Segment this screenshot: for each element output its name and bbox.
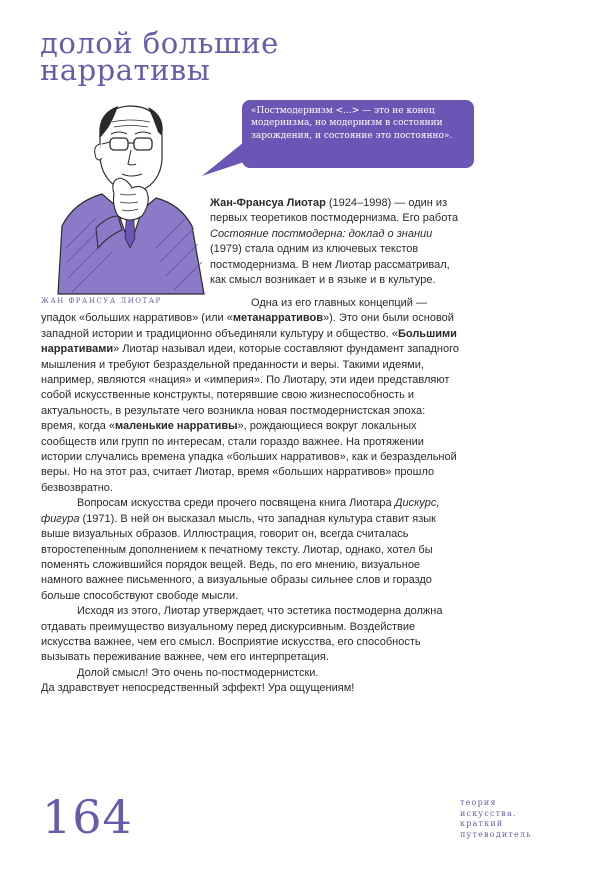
p2-text-a: Вопросам искусства среди прочего посвящена книга Лиотара: [77, 497, 395, 510]
paragraph-4b: Да здравствует непосредственный эффект! Ура ощущениям!: [41, 682, 355, 695]
work-title: Состояние постмодерна: доклад о знании: [210, 227, 433, 240]
p1-text-c: »). Это они были основой западной истории и традиционно объединяли культуру и общество. «: [41, 312, 454, 340]
p1-text-e: » Лиотар называл идеи, которые составляют фундамент западного мышления и требуют безраздельной преданности и веры. Такими идеями, например, являются «нация» и «империя». По Лиотару, эти идеи представляют собой искусственные конструкты, потерявшие свою жизнеспособность и актуальность, в результате чего возникла новая постмодернистская эпоха: время, когда «: [41, 343, 460, 433]
term-grand-narratives: Большими нарративами: [41, 327, 457, 356]
book-title-line-1: теория: [460, 798, 497, 807]
book-title-line-2: искусства.: [460, 808, 517, 818]
page-title: [40, 26, 279, 87]
title-line-2: нарративы: [40, 53, 211, 87]
quote-bubble: «Постмодернизм <...> — это не конец модернизма, но модернизм в состоянии зарождения, и состояние это постоянно».: [242, 100, 474, 168]
book-title-line-3: краткий: [460, 819, 504, 828]
book-title-discourse-figure: Дискурс, фигура: [41, 497, 440, 525]
lyotard-portrait: [56, 98, 206, 296]
page-number: 164: [42, 790, 133, 844]
intro-text-1: (1924–1998) — один из первых теоретиков постмодернизма. Его работа: [210, 197, 459, 225]
paragraph-1: [41, 296, 461, 496]
p2-text-c: (1971). В ней он высказал мысль, что западная культура ставит язык выше визуальных образов. Иллюстрация, говорит он, всегда считалась второстепенным дополнением к печатному тексту. Лиотар, однако, хотел бы поменять сложившийся порядок вещей. Ведь, по его мнению, визуальное намного важнее письменного, а визуальные образы сильнее слов и гораздо больше способствуют свободе мысли.: [41, 512, 436, 602]
paragraph-4a: Долой смысл! Это очень по-постмодернистски.: [77, 666, 319, 679]
intro-paragraph: [210, 196, 460, 288]
paragraph-2: [41, 496, 461, 604]
running-book-title: [460, 798, 532, 840]
title-line-1: долой большие: [40, 26, 279, 60]
term-little-narratives: маленькие нарративы: [115, 420, 238, 433]
main-text: [41, 296, 461, 697]
p1-text-a: Одна из его главных концепций — упадок «больших нарративов» (или «: [41, 297, 427, 325]
paragraph-3: Исходя из этого, Лиотар утверждает, что эстетика постмодерна должна отдавать преимущество визуальному перед дискурсивным. Воздействие искусства важнее, чем его смысл. Восприятие искусства, его способность вызывать переживание важнее, чем его интерпретация.: [41, 605, 443, 664]
p1-text-g: », рождающиеся вокруг локальных сообществ или групп по интересам, стали гораздо важнее. На протяжении истории случались времена упадка «больших нарративов», как и безраздельной веры. Но на этот раз, считает Лиотар, время «больших нарративов» прошло безвозвратно.: [41, 420, 457, 494]
term-metanarratives: метанарративов: [232, 312, 324, 325]
book-title-line-4: путеводитель: [460, 829, 532, 839]
intro-text-2: (1979) стала одним из ключевых текстов постмодернизма. В нем Лиотар рассматривал, как смысл возникает и в языке и в культуре.: [210, 243, 450, 287]
portrait-caption: ЖАН ФРАНСУА ЛИОТАР: [41, 297, 162, 305]
author-name: Жан-Франсуа Лиотар: [210, 197, 326, 209]
